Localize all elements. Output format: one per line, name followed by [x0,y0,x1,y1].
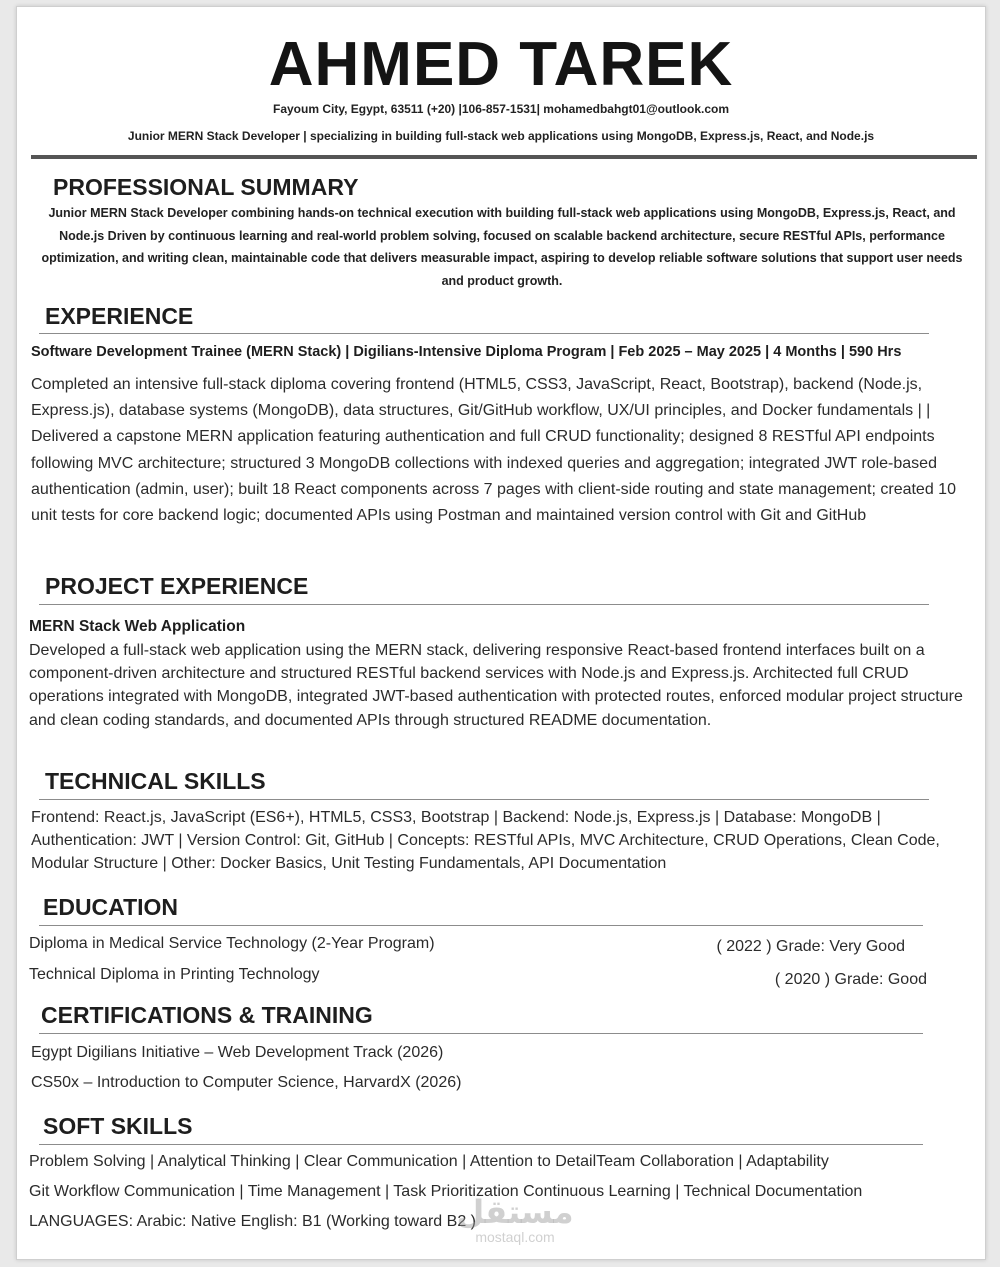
experience-heading: EXPERIENCE [45,303,194,329]
experience-divider [39,333,929,334]
education-grade: ( 2020 ) Grade: Good [774,971,927,988]
skills-heading: TECHNICAL SKILLS [45,768,266,794]
certification-item: CS50x – Introduction to Computer Science, HarvardX (2026) [31,1074,462,1091]
contact-line: Fayoum City, Egypt, 63511 (+20) |106-857-1531| mohamedbahgt01@outlook.com [272,102,729,116]
candidate-name: AHMED TAREK [268,30,734,99]
skills-divider [39,799,929,800]
summary-text: Junior MERN Stack Developer combining hands-on technical execution with building full-stack web applications using MongoDB, Express.js, React, and Node.js Driven by continuous learning and real-world problem solving, focused on scalable backend architecture, secure RESTful APIs, performance optimization, and writing clean, maintainable code that delivers measurable impact, aspiring to develop reliable software solutions that support user needs and product growth. [41,206,963,288]
resume-page [16,6,986,1260]
watermark-latin: mostaql.com [475,1229,555,1245]
project-title: MERN Stack Web Application [29,618,246,635]
skills-text: Frontend: React.js, JavaScript (ES6+), HTML5, CSS3, Bootstrap | Backend: Node.js, Express.js | Database: MongoDB | Authentication: JWT | Version Control: Git, GitHub | Concepts: RESTful APIs, MVC Architecture, CRUD Operations, Clean Code, Modular Structure | Other: Docker Basics, Unit Testing Fundamentals, API Documentation [31,809,940,873]
education-divider [39,925,923,926]
education-degree: Technical Diploma in Printing Technology [29,966,320,983]
projects-heading: PROJECT EXPERIENCE [45,573,309,599]
education-degree: Diploma in Medical Service Technology (2-Year Program) [29,935,435,952]
soft-skills-line: Git Workflow Communication | Time Management | Task Prioritization Continuous Learning | Technical Documentation [29,1183,863,1200]
tagline: Junior MERN Stack Developer | specializing in building full-stack web applications using MongoDB, Express.js, React, and Node.js [127,129,875,143]
watermark-arabic: مستقل [456,1194,574,1230]
soft-skills-line: Problem Solving | Analytical Thinking | Clear Communication | Attention to DetailTeam Collaboration | Adaptability [29,1153,829,1170]
experience-title: Software Development Trainee (MERN Stack) | Digilians-Intensive Diploma Program | Feb 2025 – May 2025 | 4 Months | 590 Hrs [31,344,902,360]
project-description: Developed a full-stack web application using the MERN stack, delivering responsive React-based frontend interfaces built on a component-driven architecture and structured RESTful backend services with Node.js and Express.js. Architected full CRUD operations integrated with MongoDB, integrated JWT-based authentication with protected routes, enforced modular project structure and clean coding standards, and documented APIs through structured README documentation. [29,642,963,729]
header-divider [31,155,977,159]
education-heading: EDUCATION [43,894,179,920]
experience-description: Completed an intensive full-stack diploma covering frontend (HTML5, CSS3, JavaScript, React, Bootstrap), backend (Node.js, Express.js), database systems (MongoDB), data structures, Git/GitHub workflow, UX/UI principles, and Docker fundamentals | | Delivered a capstone MERN application featuring authentication and full CRUD functionality; designed 8 RESTful API endpoints following MVC architecture; structured 3 MongoDB collections with indexed queries and aggregation; integrated JWT role-based authentication (admin, user); built 18 React components across 7 pages with client-side routing and state management; created 10 unit tests for core backend logic; documented APIs using Postman and maintained version control with Git and GitHub [31,376,956,525]
soft-skills-divider [39,1144,923,1145]
projects-divider [39,604,929,605]
languages-line: LANGUAGES: Arabic: Native English: B1 (Working toward B2 ) [29,1213,476,1230]
certification-item: Egypt Digilians Initiative – Web Development Track (2026) [31,1044,444,1061]
certifications-divider [39,1033,923,1034]
summary-heading: PROFESSIONAL SUMMARY [53,174,359,200]
education-grade: ( 2022 ) Grade: Very Good [716,938,905,955]
certifications-heading: CERTIFICATIONS & TRAINING [41,1002,373,1028]
soft-skills-heading: SOFT SKILLS [43,1113,193,1139]
